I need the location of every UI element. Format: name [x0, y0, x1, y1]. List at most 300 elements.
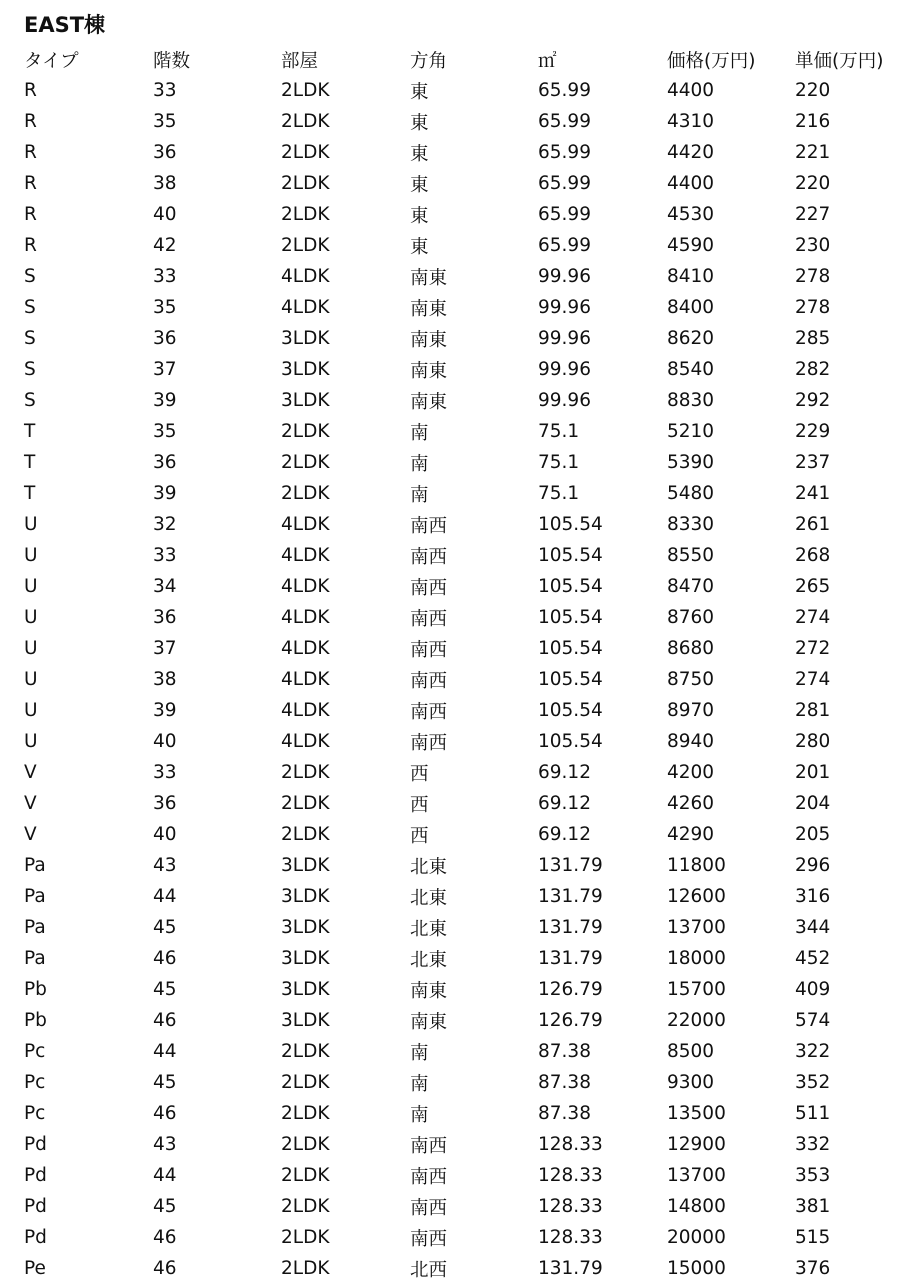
table-row [24, 602, 907, 633]
direction-cell: 南西 [410, 1166, 448, 1188]
room-cell: 2LDK [281, 793, 330, 814]
table-row [24, 974, 907, 1005]
direction-cell: 南東 [410, 298, 448, 320]
type-cell: T [24, 452, 36, 473]
direction-cell: 南西 [410, 608, 448, 630]
room-cell: 2LDK [281, 1258, 330, 1279]
floor-cell: 44 [153, 886, 177, 907]
direction-cell: 北東 [410, 887, 448, 909]
type-cell: Pe [24, 1258, 46, 1279]
floor-cell: 36 [153, 793, 177, 814]
area-cell: 65.99 [538, 111, 591, 132]
floor-cell: 36 [153, 328, 177, 349]
room-cell: 2LDK [281, 80, 330, 101]
direction-cell: 南 [410, 484, 429, 506]
area-cell: 99.96 [538, 359, 591, 380]
area-cell: 69.12 [538, 793, 591, 814]
table-row [24, 230, 907, 261]
price-cell: 8680 [667, 638, 715, 659]
area-cell: 105.54 [538, 638, 603, 659]
area-cell: 75.1 [538, 483, 580, 504]
type-cell: Pd [24, 1227, 47, 1248]
unit-price-cell: 229 [795, 421, 831, 442]
room-cell: 2LDK [281, 142, 330, 163]
direction-cell: 東 [410, 205, 429, 227]
floor-cell: 32 [153, 514, 177, 535]
type-cell: Pd [24, 1196, 47, 1217]
type-cell: Pa [24, 948, 46, 969]
unit-price-cell: 353 [795, 1165, 831, 1186]
unit-price-cell: 272 [795, 638, 831, 659]
table-row [24, 354, 907, 385]
floor-cell: 36 [153, 607, 177, 628]
direction-cell: 東 [410, 112, 429, 134]
price-cell: 4420 [667, 142, 715, 163]
unit-price-cell: 452 [795, 948, 831, 969]
unit-price-cell: 332 [795, 1134, 831, 1155]
table-row [24, 478, 907, 509]
price-cell: 8540 [667, 359, 715, 380]
table-row [24, 416, 907, 447]
direction-cell: 東 [410, 81, 429, 103]
room-cell: 4LDK [281, 731, 330, 752]
direction-cell: 東 [410, 236, 429, 258]
direction-cell: 南東 [410, 980, 448, 1002]
type-cell: Pc [24, 1072, 46, 1093]
room-cell: 2LDK [281, 111, 330, 132]
type-cell: Pa [24, 855, 46, 876]
price-cell: 4290 [667, 824, 715, 845]
unit-price-cell: 216 [795, 111, 831, 132]
type-cell: Pc [24, 1041, 46, 1062]
unit-price-cell: 220 [795, 80, 831, 101]
unit-price-cell: 515 [795, 1227, 831, 1248]
room-cell: 3LDK [281, 328, 330, 349]
type-cell: R [24, 173, 37, 194]
floor-cell: 45 [153, 979, 177, 1000]
floor-cell: 46 [153, 1103, 177, 1124]
direction-cell: 南西 [410, 732, 448, 754]
room-cell: 4LDK [281, 514, 330, 535]
table-row [24, 1129, 907, 1160]
unit-price-cell: 280 [795, 731, 831, 752]
unit-price-cell: 381 [795, 1196, 831, 1217]
unit-price-cell: 268 [795, 545, 831, 566]
floor-cell: 33 [153, 266, 177, 287]
type-cell: Pc [24, 1103, 46, 1124]
room-cell: 2LDK [281, 421, 330, 442]
unit-price-cell: 292 [795, 390, 831, 411]
price-cell: 22000 [667, 1010, 726, 1031]
area-cell: 69.12 [538, 762, 591, 783]
area-cell: 65.99 [538, 204, 591, 225]
unit-price-cell: 274 [795, 669, 831, 690]
type-cell: Pb [24, 979, 47, 1000]
room-cell: 3LDK [281, 979, 330, 1000]
room-cell: 3LDK [281, 390, 330, 411]
floor-cell: 45 [153, 1072, 177, 1093]
room-cell: 4LDK [281, 266, 330, 287]
direction-cell: 北東 [410, 856, 448, 878]
area-cell: 99.96 [538, 297, 591, 318]
table-row [24, 881, 907, 912]
room-cell: 2LDK [281, 483, 330, 504]
area-cell: 65.99 [538, 173, 591, 194]
type-cell: R [24, 235, 37, 256]
table-row [24, 106, 907, 137]
type-cell: R [24, 204, 37, 225]
table-row [24, 571, 907, 602]
type-cell: U [24, 514, 38, 535]
room-cell: 3LDK [281, 917, 330, 938]
price-cell: 12900 [667, 1134, 726, 1155]
price-cell: 9300 [667, 1072, 715, 1093]
type-cell: R [24, 80, 37, 101]
unit-price-cell: 220 [795, 173, 831, 194]
price-cell: 8760 [667, 607, 715, 628]
room-cell: 2LDK [281, 1041, 330, 1062]
floor-cell: 38 [153, 173, 177, 194]
area-cell: 126.79 [538, 979, 603, 1000]
room-cell: 4LDK [281, 607, 330, 628]
price-cell: 8330 [667, 514, 715, 535]
type-cell: V [24, 793, 37, 814]
area-cell: 128.33 [538, 1134, 603, 1155]
floor-cell: 39 [153, 390, 177, 411]
price-cell: 4400 [667, 80, 715, 101]
price-table [24, 44, 907, 1284]
price-cell: 15000 [667, 1258, 726, 1279]
room-cell: 2LDK [281, 204, 330, 225]
floor-cell: 34 [153, 576, 177, 597]
price-cell: 8750 [667, 669, 715, 690]
direction-cell: 東 [410, 143, 429, 165]
table-row [24, 1036, 907, 1067]
price-cell: 20000 [667, 1227, 726, 1248]
price-cell: 13700 [667, 1165, 726, 1186]
floor-cell: 35 [153, 297, 177, 318]
area-cell: 131.79 [538, 886, 603, 907]
type-cell: Pd [24, 1134, 47, 1155]
floor-cell: 43 [153, 855, 177, 876]
type-cell: V [24, 762, 37, 783]
table-row [24, 633, 907, 664]
price-cell: 13700 [667, 917, 726, 938]
direction-cell: 西 [410, 763, 429, 785]
area-cell: 87.38 [538, 1041, 591, 1062]
table-row [24, 509, 907, 540]
floor-cell: 39 [153, 700, 177, 721]
floor-cell: 43 [153, 1134, 177, 1155]
area-cell: 126.79 [538, 1010, 603, 1031]
type-cell: Pa [24, 917, 46, 938]
floor-cell: 38 [153, 669, 177, 690]
area-cell: 65.99 [538, 80, 591, 101]
price-cell: 4200 [667, 762, 715, 783]
type-cell: Pa [24, 886, 46, 907]
type-cell: U [24, 669, 38, 690]
floor-cell: 46 [153, 948, 177, 969]
direction-cell: 南東 [410, 360, 448, 382]
room-cell: 2LDK [281, 173, 330, 194]
direction-cell: 南東 [410, 329, 448, 351]
unit-price-cell: 344 [795, 917, 831, 938]
floor-cell: 40 [153, 824, 177, 845]
area-cell: 105.54 [538, 514, 603, 535]
unit-price-cell: 285 [795, 328, 831, 349]
price-cell: 4590 [667, 235, 715, 256]
page-title: EAST棟 [24, 13, 106, 37]
table-row [24, 540, 907, 571]
table-row [24, 757, 907, 788]
header-row [24, 44, 907, 75]
area-cell: 99.96 [538, 390, 591, 411]
room-cell: 3LDK [281, 359, 330, 380]
room-cell: 2LDK [281, 1165, 330, 1186]
direction-cell: 南 [410, 453, 429, 475]
area-cell: 65.99 [538, 142, 591, 163]
area-cell: 105.54 [538, 576, 603, 597]
table-row [24, 788, 907, 819]
table-row [24, 912, 907, 943]
direction-cell: 南西 [410, 546, 448, 568]
direction-cell: 南西 [410, 1135, 448, 1157]
direction-cell: 西 [410, 794, 429, 816]
table-row [24, 137, 907, 168]
unit-price-cell: 265 [795, 576, 831, 597]
unit-price-cell: 221 [795, 142, 831, 163]
type-cell: T [24, 483, 36, 504]
price-cell: 14800 [667, 1196, 726, 1217]
room-cell: 4LDK [281, 545, 330, 566]
room-cell: 4LDK [281, 700, 330, 721]
area-cell: 75.1 [538, 421, 580, 442]
room-cell: 3LDK [281, 855, 330, 876]
unit-price-cell: 296 [795, 855, 831, 876]
table-body [24, 75, 907, 1284]
type-cell: S [24, 390, 36, 411]
area-cell: 75.1 [538, 452, 580, 473]
type-cell: S [24, 297, 36, 318]
floor-cell: 45 [153, 1196, 177, 1217]
area-cell: 105.54 [538, 731, 603, 752]
table-row [24, 664, 907, 695]
table-row [24, 168, 907, 199]
price-cell: 13500 [667, 1103, 726, 1124]
unit-price-cell: 511 [795, 1103, 831, 1124]
price-cell: 8500 [667, 1041, 715, 1062]
price-cell: 5210 [667, 421, 715, 442]
unit-price-cell: 201 [795, 762, 831, 783]
floor-cell: 33 [153, 762, 177, 783]
direction-cell: 東 [410, 174, 429, 196]
direction-cell: 南東 [410, 391, 448, 413]
type-cell: T [24, 421, 36, 442]
direction-cell: 南西 [410, 670, 448, 692]
area-cell: 105.54 [538, 545, 603, 566]
direction-cell: 南 [410, 1104, 429, 1126]
table-row [24, 447, 907, 478]
floor-cell: 36 [153, 142, 177, 163]
table-row [24, 1191, 907, 1222]
direction-cell: 南西 [410, 701, 448, 723]
header-unit-price: 単価(万円) [795, 50, 884, 72]
unit-price-cell: 274 [795, 607, 831, 628]
direction-cell: 南 [410, 1073, 429, 1095]
price-cell: 4310 [667, 111, 715, 132]
floor-cell: 40 [153, 204, 177, 225]
unit-price-cell: 261 [795, 514, 831, 535]
header-room: 部屋 [281, 50, 319, 72]
area-cell: 131.79 [538, 917, 603, 938]
unit-price-cell: 376 [795, 1258, 831, 1279]
table-row [24, 695, 907, 726]
table-row [24, 292, 907, 323]
unit-price-cell: 409 [795, 979, 831, 1000]
room-cell: 2LDK [281, 1134, 330, 1155]
floor-cell: 45 [153, 917, 177, 938]
type-cell: U [24, 576, 38, 597]
unit-price-cell: 316 [795, 886, 831, 907]
direction-cell: 北東 [410, 918, 448, 940]
type-cell: U [24, 731, 38, 752]
area-cell: 105.54 [538, 669, 603, 690]
unit-price-cell: 281 [795, 700, 831, 721]
area-cell: 128.33 [538, 1227, 603, 1248]
table-row [24, 199, 907, 230]
room-cell: 2LDK [281, 1072, 330, 1093]
area-cell: 128.33 [538, 1196, 603, 1217]
unit-price-cell: 241 [795, 483, 831, 504]
unit-price-cell: 205 [795, 824, 831, 845]
type-cell: U [24, 607, 38, 628]
unit-price-cell: 352 [795, 1072, 831, 1093]
room-cell: 4LDK [281, 576, 330, 597]
direction-cell: 北東 [410, 949, 448, 971]
price-cell: 8970 [667, 700, 715, 721]
direction-cell: 南西 [410, 1228, 448, 1250]
floor-cell: 37 [153, 638, 177, 659]
price-cell: 5480 [667, 483, 715, 504]
area-cell: 131.79 [538, 855, 603, 876]
floor-cell: 33 [153, 80, 177, 101]
table-row [24, 850, 907, 881]
area-cell: 99.96 [538, 266, 591, 287]
price-cell: 4530 [667, 204, 715, 225]
price-cell: 18000 [667, 948, 726, 969]
type-cell: U [24, 545, 38, 566]
unit-price-cell: 278 [795, 297, 831, 318]
price-cell: 12600 [667, 886, 726, 907]
direction-cell: 南西 [410, 577, 448, 599]
table-row [24, 1160, 907, 1191]
type-cell: R [24, 111, 37, 132]
room-cell: 4LDK [281, 669, 330, 690]
area-cell: 87.38 [538, 1103, 591, 1124]
table-row [24, 1222, 907, 1253]
floor-cell: 44 [153, 1165, 177, 1186]
direction-cell: 南西 [410, 639, 448, 661]
unit-price-cell: 204 [795, 793, 831, 814]
table-row [24, 1067, 907, 1098]
price-cell: 8400 [667, 297, 715, 318]
room-cell: 4LDK [281, 638, 330, 659]
table-row [24, 323, 907, 354]
floor-cell: 33 [153, 545, 177, 566]
room-cell: 3LDK [281, 886, 330, 907]
type-cell: S [24, 328, 36, 349]
room-cell: 2LDK [281, 824, 330, 845]
type-cell: U [24, 700, 38, 721]
floor-cell: 46 [153, 1010, 177, 1031]
type-cell: S [24, 266, 36, 287]
direction-cell: 南 [410, 1042, 429, 1064]
area-cell: 87.38 [538, 1072, 591, 1093]
table-row [24, 943, 907, 974]
unit-price-cell: 278 [795, 266, 831, 287]
header-area: ㎡ [538, 50, 557, 72]
type-cell: Pd [24, 1165, 47, 1186]
unit-price-cell: 322 [795, 1041, 831, 1062]
area-cell: 65.99 [538, 235, 591, 256]
direction-cell: 南東 [410, 267, 448, 289]
room-cell: 2LDK [281, 1227, 330, 1248]
unit-price-cell: 237 [795, 452, 831, 473]
area-cell: 105.54 [538, 607, 603, 628]
price-cell: 8940 [667, 731, 715, 752]
unit-price-cell: 227 [795, 204, 831, 225]
type-cell: V [24, 824, 37, 845]
price-cell: 8620 [667, 328, 715, 349]
floor-cell: 42 [153, 235, 177, 256]
area-cell: 131.79 [538, 948, 603, 969]
header-direction: 方角 [410, 50, 448, 72]
table-row [24, 1253, 907, 1284]
table-row [24, 1098, 907, 1129]
floor-cell: 35 [153, 421, 177, 442]
area-cell: 131.79 [538, 1258, 603, 1279]
price-cell: 4260 [667, 793, 715, 814]
floor-cell: 36 [153, 452, 177, 473]
direction-cell: 南西 [410, 515, 448, 537]
table-row [24, 261, 907, 292]
price-cell: 8470 [667, 576, 715, 597]
table-row [24, 726, 907, 757]
price-cell: 5390 [667, 452, 715, 473]
unit-price-cell: 574 [795, 1010, 831, 1031]
room-cell: 3LDK [281, 1010, 330, 1031]
direction-cell: 南西 [410, 1197, 448, 1219]
type-cell: U [24, 638, 38, 659]
floor-cell: 40 [153, 731, 177, 752]
price-cell: 4400 [667, 173, 715, 194]
room-cell: 2LDK [281, 452, 330, 473]
table-row [24, 75, 907, 106]
area-cell: 128.33 [538, 1165, 603, 1186]
table-row [24, 385, 907, 416]
unit-price-cell: 282 [795, 359, 831, 380]
type-cell: S [24, 359, 36, 380]
area-cell: 99.96 [538, 328, 591, 349]
direction-cell: 北西 [410, 1259, 448, 1281]
area-cell: 105.54 [538, 700, 603, 721]
header-floor: 階数 [153, 50, 191, 72]
room-cell: 4LDK [281, 297, 330, 318]
floor-cell: 46 [153, 1258, 177, 1279]
room-cell: 2LDK [281, 235, 330, 256]
header-price: 価格(万円) [667, 50, 756, 72]
table-row [24, 1005, 907, 1036]
